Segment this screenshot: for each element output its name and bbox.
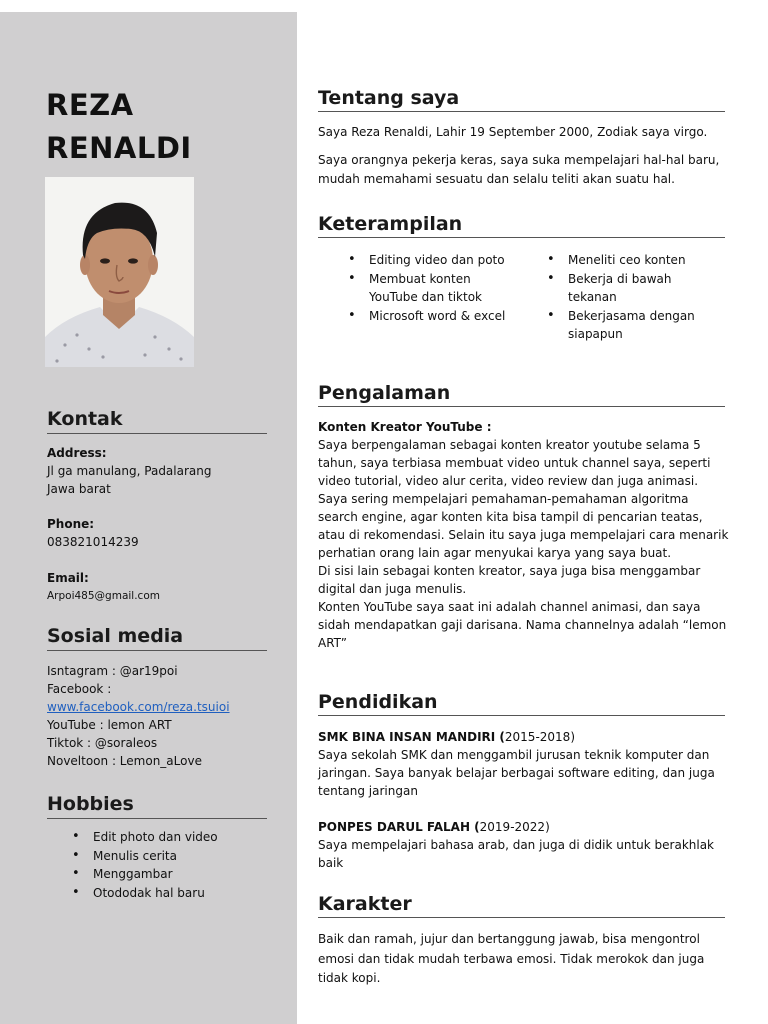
facebook-label: Facebook : (47, 682, 112, 696)
email-label: Email: (47, 571, 89, 585)
skill-item: • Meneliti ceo konten (545, 251, 715, 270)
school-2-name: PONPES DARUL FALAH ( (318, 820, 480, 834)
tiktok-handle: Tiktok : @soraleos (47, 736, 158, 750)
experience-title: Konten Kreator YouTube : (318, 420, 492, 434)
email-address: Arpoi485@gmail.com (47, 590, 160, 602)
experience-paragraph-3: Konten YouTube saya saat ini adalah channel animasi, dan saya sidah mendapatkan gaji darisana. Nama channelnya adalah “lemon ART” (318, 600, 727, 650)
school-1-description: Saya sekolah SMK dan menggambil jurusan teknik komputer dan jaringan. Saya banyak belajar berbagai software editing, dan juga tentang jaringan (318, 748, 715, 798)
address-line-2: Jawa barat (47, 482, 111, 496)
skill-item: • Editing video dan poto (346, 251, 516, 270)
contact-email (47, 569, 287, 605)
address-line-1: Jl ga manulang, Padalarang (47, 464, 212, 478)
about-section (318, 123, 730, 189)
education-heading: Pendidikan (318, 691, 725, 716)
hobby-item: • Menulis cerita (70, 847, 310, 866)
hobby-item: • Edit photo dan video (70, 828, 310, 847)
phone-number: 083821014239 (47, 535, 139, 549)
hobby-item: • Menggambar (70, 865, 310, 884)
skills-right-column (545, 251, 715, 344)
youtube-channel: YouTube : lemon ART (47, 718, 172, 732)
experience-paragraph-2: Di sisi lain sebagai konten kreator, saya juga bisa menggambar digital dan juga menulis. (318, 564, 701, 596)
noveltoon-handle: Noveltoon : Lemon_aLove (47, 754, 202, 768)
instagram-handle: Isntagram : @ar19poi (47, 664, 178, 678)
education-section (318, 728, 730, 872)
contact-phone (47, 515, 287, 551)
hobby-item: • Otododak hal baru (70, 884, 310, 903)
about-heading: Tentang saya (318, 87, 725, 112)
skills-heading: Keterampilan (318, 213, 725, 238)
skill-item: • Bekerjasama dengan siapapun (545, 307, 715, 344)
social-list (47, 662, 287, 770)
experience-paragraph-1: Saya berpengalaman sebagai konten kreator youtube selama 5 tahun, saya terbiasa membuat video untuk channel saya, seperti video tutorial, video alur cerita, video review dan juga animasi. Saya sering mempelajari pemahaman-pemahaman algoritma search engine, agar konten kita bisa tampil di pencarian teatas, atau di rekomendasi. Selain itu saya juga mempelajari cara menarik perhatian orang lain agar menyukai karya yang saya buat. (318, 438, 729, 560)
school-2-years: 2019-2022) (479, 820, 550, 834)
social-heading: Sosial media (47, 625, 267, 651)
experience-section (318, 418, 730, 652)
skills-left-column (346, 251, 516, 325)
character-heading: Karakter (318, 893, 725, 918)
name-last: RENALDI (46, 131, 192, 165)
school-1-name: SMK BINA INSAN MANDIRI ( (318, 730, 505, 744)
character-section (318, 930, 730, 989)
name-first: REZA (46, 88, 134, 122)
profile-photo (45, 177, 194, 367)
phone-label: Phone: (47, 517, 95, 531)
school-2-description: Saya mempelajari bahasa arab, dan juga di didik untuk berakhlak baik (318, 838, 715, 870)
school-1-years: 2015-2018) (504, 730, 575, 744)
portrait-illustration (45, 177, 194, 367)
facebook-link[interactable]: www.facebook.com/reza.tsuioi (47, 700, 230, 714)
full-name (46, 84, 192, 170)
skill-item: • Microsoft word & excel (346, 307, 516, 326)
contact-heading: Kontak (47, 408, 267, 434)
contact-address (47, 444, 287, 498)
address-label: Address: (47, 446, 107, 460)
hobbies-heading: Hobbies (47, 793, 267, 819)
about-paragraph-2: Saya orangnya pekerja keras, saya suka mempelajari hal-hal baru, mudah memahami sesuatu dan selalu teliti akan suatu hal. (318, 153, 720, 186)
hobbies-list (70, 828, 310, 902)
about-paragraph-1: Saya Reza Renaldi, Lahir 19 September 2000, Zodiak saya virgo. (318, 125, 708, 139)
character-text: Baik dan ramah, jujur dan bertanggung jawab, bisa mengontrol emosi dan tidak mudah terbawa emosi. Tidak merokok dan juga tidak kopi. (318, 932, 705, 985)
experience-heading: Pengalaman (318, 382, 725, 407)
skill-item: • Bekerja di bawah tekanan (545, 270, 715, 307)
skill-item: • Membuat konten YouTube dan tiktok (346, 270, 516, 307)
